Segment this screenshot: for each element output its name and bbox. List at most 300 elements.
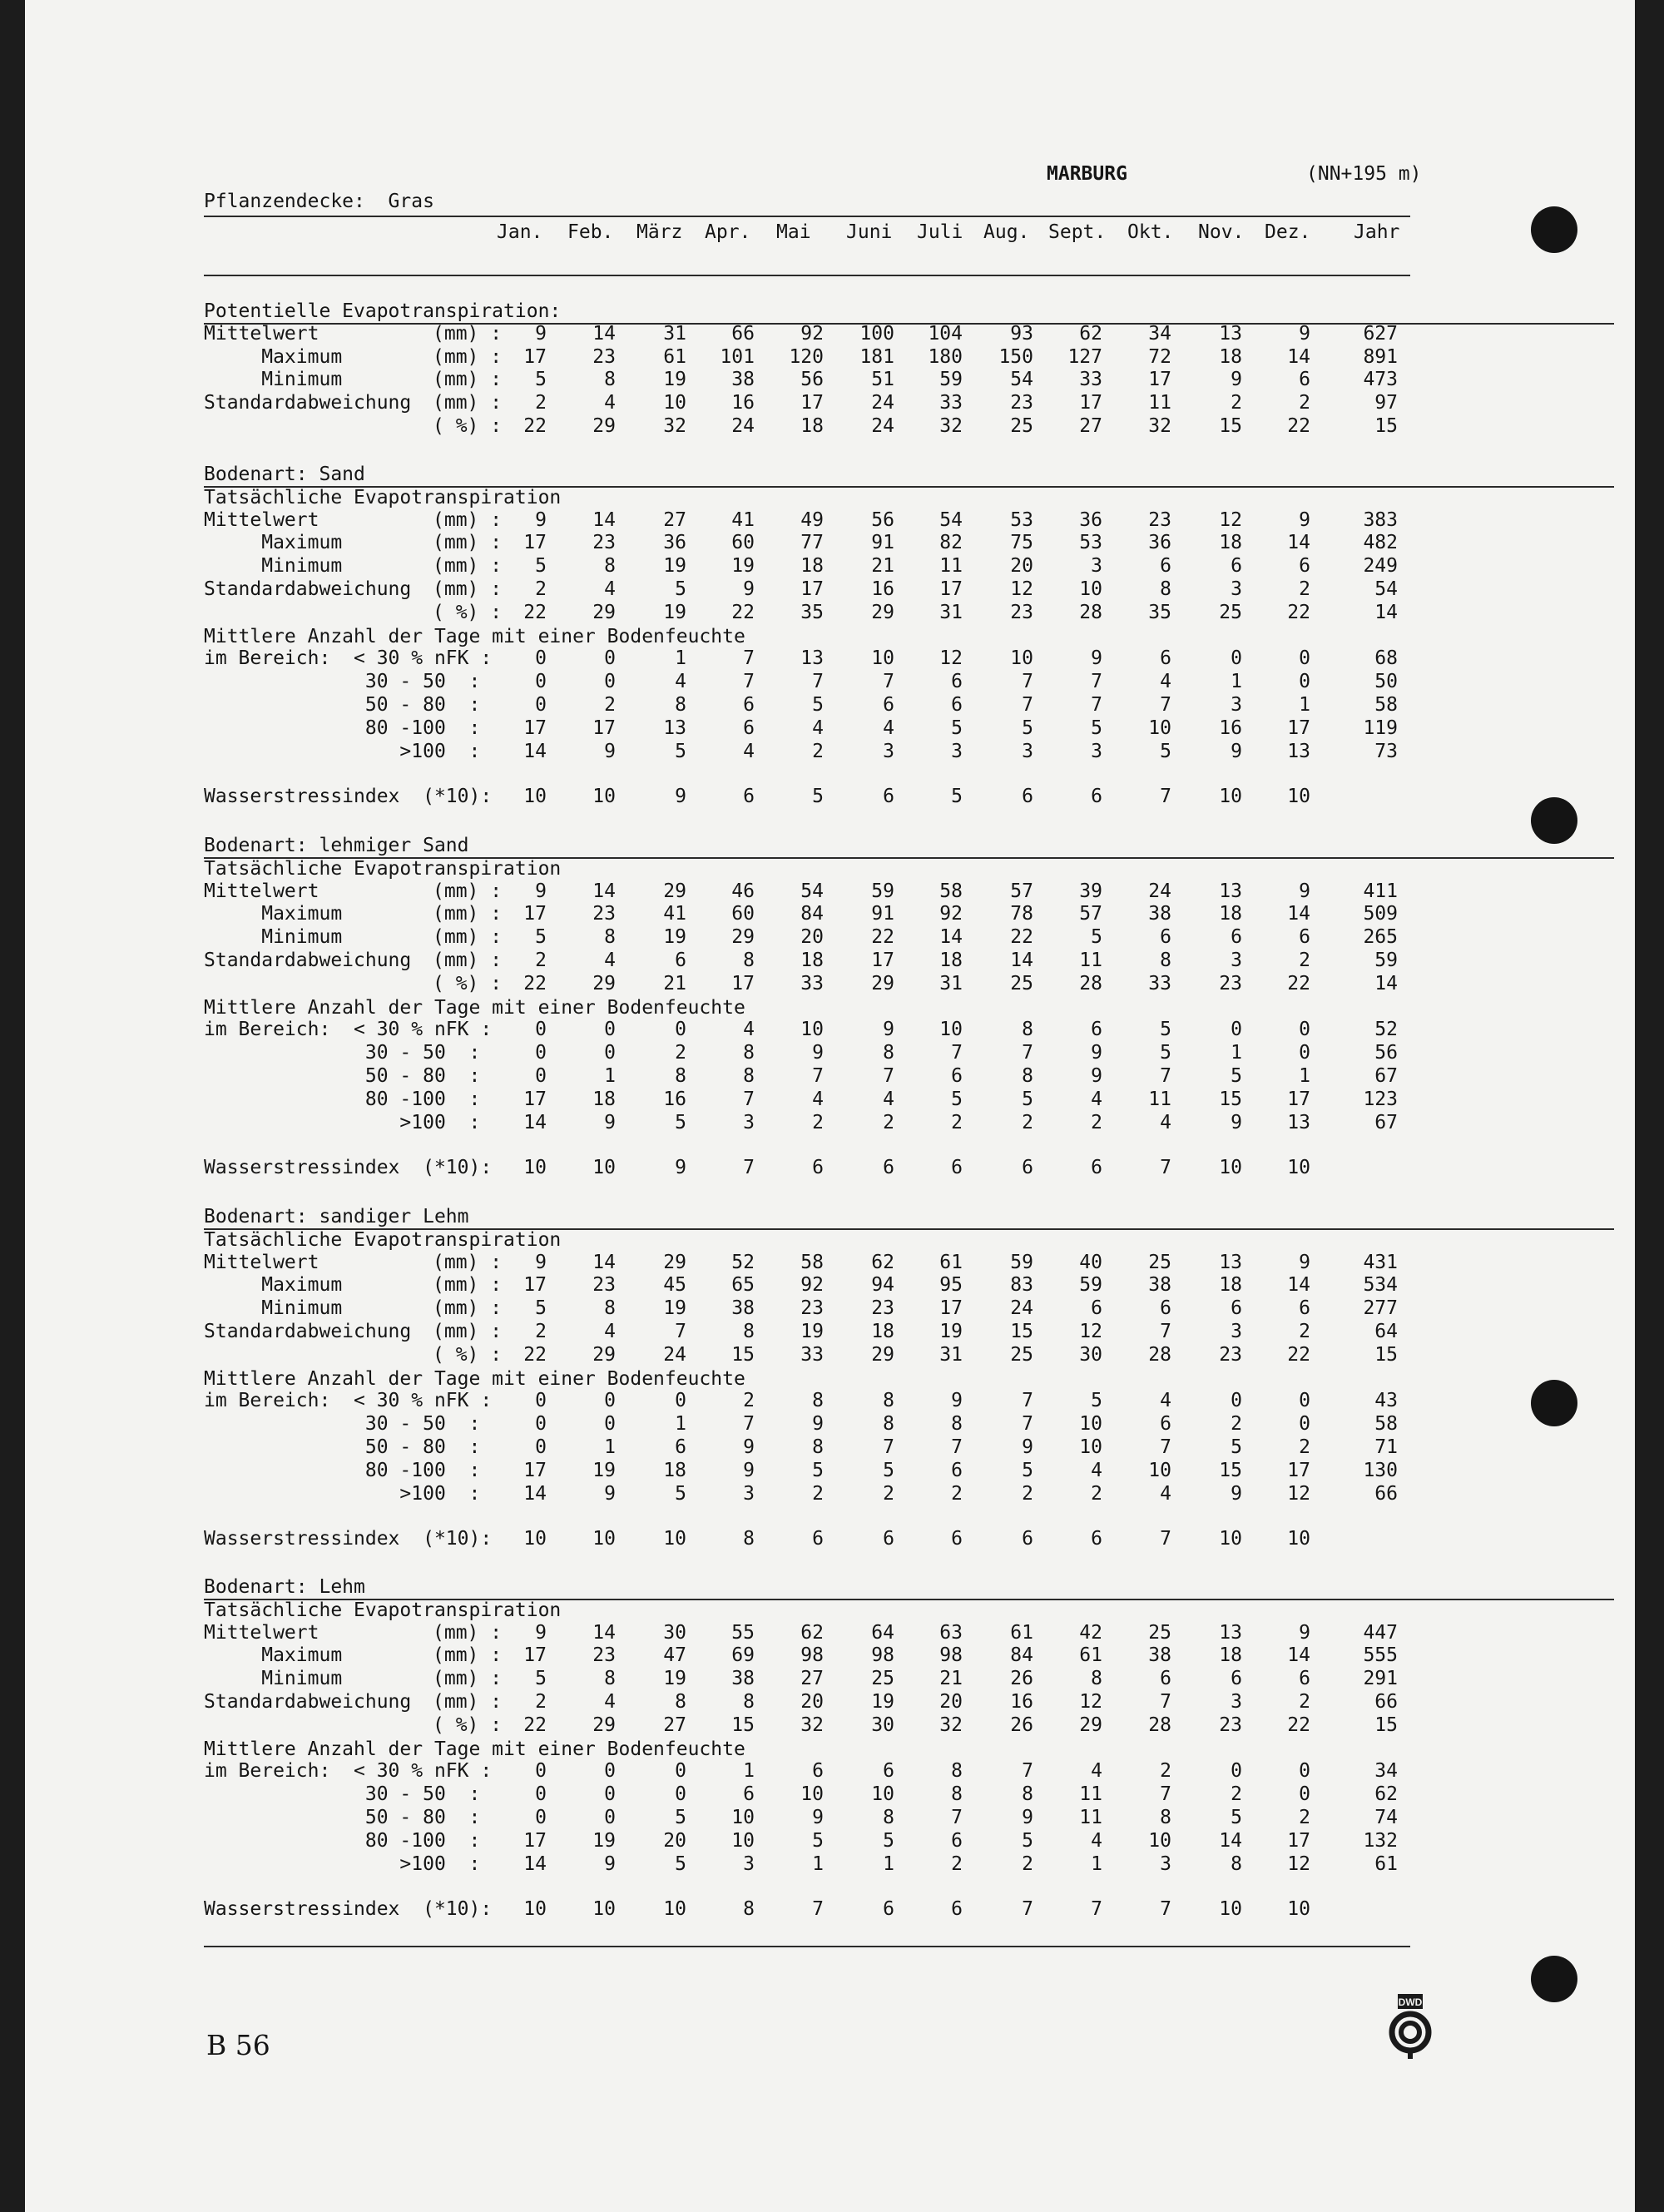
cell-value: 49 — [800, 508, 824, 531]
row-unit: ( %) : — [433, 415, 503, 437]
cell-value: 29 — [663, 880, 686, 902]
cell-value: 4 — [675, 671, 686, 693]
row-unit: ( %) : — [433, 1343, 503, 1366]
cell-value: 36 — [663, 532, 686, 554]
cell-value: 6 — [1231, 1668, 1242, 1690]
row-label: Standardabweichung — [204, 392, 412, 414]
cell-value: 17 — [800, 392, 824, 414]
cell-value: 7 — [1160, 1436, 1171, 1458]
row-unit: (mm) : — [433, 1297, 503, 1320]
table-row — [204, 1760, 1664, 1783]
cell-value: 17 — [523, 532, 547, 554]
cell-value: 7 — [743, 1156, 755, 1178]
cell-value: 38 — [1148, 1274, 1171, 1297]
cell-value: 17 — [1287, 1088, 1310, 1110]
cell-value: 2 — [1299, 1436, 1310, 1458]
cell-value: 18 — [800, 950, 824, 971]
cell-value: 6 — [1091, 785, 1102, 807]
row-label: 80 -100 : — [204, 1088, 481, 1110]
cell-value: 2 — [951, 1111, 963, 1133]
cell-value: 0 — [535, 1065, 547, 1087]
cell-value: 0 — [604, 1042, 616, 1064]
cell-value: 15 — [1219, 1459, 1242, 1481]
cell-value: 10 — [1010, 647, 1033, 670]
table-row — [204, 346, 1664, 369]
cell-value: 431 — [1363, 1251, 1398, 1273]
cell-value: 8 — [604, 1297, 616, 1320]
cell-value: 5 — [1022, 1088, 1033, 1110]
cell-value: 41 — [731, 508, 755, 531]
cell-value: 3 — [1231, 950, 1242, 971]
cell-value: 1 — [1299, 694, 1310, 716]
cell-value: 4 — [812, 1088, 824, 1110]
cell-value: 60 — [731, 903, 755, 925]
cell-value: 63 — [939, 1621, 963, 1644]
cell-value: 6 — [743, 1783, 755, 1806]
cell-value: 104 — [928, 322, 963, 345]
cell-value: 10 — [1287, 1527, 1310, 1550]
cell-value: 7 — [812, 671, 824, 693]
cell-value: 3 — [1231, 694, 1242, 716]
cell-value: 58 — [939, 880, 963, 902]
section-heading — [204, 463, 1614, 488]
cell-value: 1 — [812, 1852, 824, 1875]
cell-value: 7 — [743, 1088, 755, 1110]
table-row — [204, 973, 1664, 996]
cell-value: 5 — [1022, 717, 1033, 739]
cell-value: 39 — [1079, 880, 1102, 902]
cell-value: 13 — [1287, 1111, 1310, 1133]
cell-value: 18 — [1219, 532, 1242, 554]
cell-value: 0 — [604, 1807, 616, 1828]
cell-value: 21 — [871, 555, 894, 578]
table-row — [204, 323, 1664, 346]
cell-value: 58 — [800, 1251, 824, 1273]
cell-value: 7 — [1022, 1390, 1033, 1412]
cell-value: 25 — [1148, 1621, 1171, 1644]
cell-value: 71 — [1374, 1436, 1398, 1458]
cell-value: 9 — [743, 1459, 755, 1481]
cell-value: 31 — [939, 972, 963, 994]
row-label: Standardabweichung — [204, 1691, 412, 1713]
cell-value: 25 — [1010, 1343, 1033, 1366]
cell-value: 17 — [523, 1829, 547, 1852]
cell-value: 24 — [1148, 880, 1171, 902]
cell-value: 0 — [535, 1760, 547, 1783]
cell-value: 0 — [675, 1019, 686, 1041]
cell-value: 9 — [1231, 369, 1242, 391]
cell-value: 32 — [1148, 415, 1171, 437]
cell-value: 19 — [663, 601, 686, 623]
cell-value: 29 — [592, 415, 616, 437]
cell-value: 19 — [663, 926, 686, 949]
cell-value: 5 — [675, 578, 686, 600]
table-row — [204, 1622, 1664, 1645]
cell-value: 6 — [951, 1897, 963, 1920]
cell-value: 14 — [523, 740, 547, 762]
cell-value: 17 — [731, 972, 755, 994]
cell-value: 123 — [1363, 1088, 1398, 1110]
section-heading-text: Mittlere Anzahl der Tage mit einer Bodenfeuchte — [204, 996, 745, 1019]
cell-value: 27 — [663, 1714, 686, 1736]
cell-value: 6 — [951, 1829, 963, 1852]
cell-value: 23 — [871, 1297, 894, 1320]
cell-value: 56 — [1374, 1042, 1398, 1064]
cell-value: 22 — [1010, 926, 1033, 949]
cell-value: 14 — [523, 1852, 547, 1875]
cell-value: 43 — [1374, 1390, 1398, 1412]
cell-value: 5 — [883, 1459, 894, 1481]
table-row — [204, 786, 1664, 809]
cell-value: 9 — [1299, 880, 1310, 902]
cell-value: 24 — [871, 415, 894, 437]
cell-value: 13 — [1287, 740, 1310, 762]
cell-value: 19 — [663, 1297, 686, 1320]
cell-value: 23 — [800, 1297, 824, 1320]
cell-value: 62 — [871, 1251, 894, 1273]
cell-value: 3 — [1091, 740, 1102, 762]
cell-value: 4 — [1160, 1390, 1171, 1412]
cell-value: 7 — [675, 1321, 686, 1342]
cell-value: 14 — [1010, 950, 1033, 971]
cell-value: 1 — [604, 1436, 616, 1458]
cell-value: 1 — [1091, 1852, 1102, 1875]
cell-value: 29 — [871, 972, 894, 994]
cell-value: 18 — [663, 1459, 686, 1481]
cell-value: 9 — [604, 740, 616, 762]
cell-value: 50 — [1374, 671, 1398, 693]
section-heading — [204, 625, 1614, 648]
row-label: >100 : — [204, 740, 481, 762]
cell-value: 14 — [1374, 972, 1398, 994]
cell-value: 2 — [604, 694, 616, 716]
cell-value: 6 — [951, 1527, 963, 1550]
cell-value: 34 — [1374, 1760, 1398, 1783]
cell-value: 6 — [1091, 1297, 1102, 1320]
cell-value: 56 — [871, 508, 894, 531]
cell-value: 2 — [743, 1390, 755, 1412]
cell-value: 2 — [1231, 392, 1242, 414]
cell-value: 10 — [1148, 1829, 1171, 1852]
cell-value: 32 — [939, 415, 963, 437]
cell-value: 6 — [883, 1156, 894, 1178]
cell-value: 1 — [1231, 671, 1242, 693]
cell-value: 5 — [675, 1111, 686, 1133]
cell-value: 0 — [1299, 1413, 1310, 1436]
cell-value: 8 — [675, 694, 686, 716]
cell-value: 17 — [523, 903, 547, 925]
cell-value: 8 — [883, 1042, 894, 1064]
cell-value: 20 — [800, 1691, 824, 1713]
cell-value: 0 — [535, 1019, 547, 1041]
cell-value: 23 — [592, 1274, 616, 1297]
cell-value: 28 — [1079, 601, 1102, 623]
cell-value: 6 — [1231, 926, 1242, 949]
cell-value: 33 — [939, 392, 963, 414]
cell-value: 2 — [1299, 1807, 1310, 1828]
cell-value: 1 — [1231, 1042, 1242, 1064]
cell-value: 2 — [535, 950, 547, 971]
row-label: 50 - 80 : — [204, 1807, 481, 1828]
cell-value: 534 — [1363, 1274, 1398, 1297]
cell-value: 7 — [1160, 785, 1171, 807]
row-unit: ( %) : — [433, 972, 503, 994]
cell-value: 38 — [1148, 1644, 1171, 1667]
cell-value: 7 — [812, 1065, 824, 1087]
row-unit: (mm) : — [433, 926, 503, 949]
section-heading — [204, 300, 1614, 325]
cell-value: 62 — [800, 1621, 824, 1644]
cell-value: 7 — [1160, 1783, 1171, 1806]
cell-value: 29 — [871, 1343, 894, 1366]
cell-value: 2 — [951, 1482, 963, 1505]
cell-value: 6 — [951, 694, 963, 716]
cell-value: 6 — [812, 1760, 824, 1783]
row-label: 30 - 50 : — [204, 1042, 481, 1064]
row-unit: (mm) : — [433, 369, 503, 391]
cell-value: 249 — [1363, 555, 1398, 578]
cell-value: 30 — [1079, 1343, 1102, 1366]
cell-value: 15 — [1374, 415, 1398, 437]
table-row — [204, 1413, 1664, 1436]
cell-value: 54 — [1010, 369, 1033, 391]
cell-value: 17 — [800, 578, 824, 600]
cell-value: 22 — [731, 601, 755, 623]
row-unit: (mm) : — [433, 392, 503, 414]
cell-value: 10 — [523, 1527, 547, 1550]
cell-value: 13 — [1219, 880, 1242, 902]
cell-value: 10 — [800, 1019, 824, 1041]
cell-value: 9 — [604, 1852, 616, 1875]
month-header: Okt. — [1127, 221, 1174, 243]
cell-value: 12 — [1287, 1852, 1310, 1875]
cell-value: 54 — [939, 508, 963, 531]
cell-value: 3 — [1231, 1321, 1242, 1342]
cell-value: 25 — [1010, 972, 1033, 994]
cell-value: 2 — [1299, 578, 1310, 600]
cell-value: 24 — [1010, 1297, 1033, 1320]
cell-value: 14 — [592, 880, 616, 902]
section-heading-text: Bodenart: sandiger Lehm — [204, 1206, 469, 1228]
month-header: Jahr — [1354, 221, 1400, 243]
cell-value: 62 — [1079, 322, 1102, 345]
cell-value: 35 — [1148, 601, 1171, 623]
cell-value: 11 — [1079, 1783, 1102, 1806]
table-row — [204, 926, 1664, 950]
cell-value: 11 — [1079, 950, 1102, 971]
cell-value: 22 — [523, 415, 547, 437]
cell-value: 2 — [1299, 392, 1310, 414]
table-row — [204, 1783, 1664, 1807]
cell-value: 8 — [604, 926, 616, 949]
cell-value: 5 — [1022, 1459, 1033, 1481]
cell-value: 30 — [663, 1621, 686, 1644]
cell-value: 25 — [1010, 415, 1033, 437]
cell-value: 0 — [535, 1436, 547, 1458]
cell-value: 4 — [743, 740, 755, 762]
section-heading — [204, 1367, 1614, 1391]
cell-value: 58 — [1374, 1413, 1398, 1436]
cell-value: 8 — [883, 1413, 894, 1436]
cell-value: 10 — [1219, 1897, 1242, 1920]
cell-value: 383 — [1363, 508, 1398, 531]
section-heading — [204, 1228, 1614, 1252]
cell-value: 15 — [1219, 415, 1242, 437]
table-row — [204, 509, 1664, 533]
cell-value: 32 — [663, 415, 686, 437]
cell-value: 2 — [883, 1111, 894, 1133]
cell-value: 47 — [663, 1644, 686, 1667]
cell-value: 11 — [1148, 1088, 1171, 1110]
cell-value: 23 — [1219, 1343, 1242, 1366]
cell-value: 7 — [951, 1042, 963, 1064]
cell-value: 120 — [789, 345, 824, 368]
cell-value: 150 — [998, 345, 1033, 368]
cell-value: 31 — [939, 1343, 963, 1366]
row-label: 30 - 50 : — [204, 1413, 481, 1436]
cell-value: 4 — [883, 1088, 894, 1110]
cell-value: 2 — [1022, 1111, 1033, 1133]
cell-value: 8 — [1022, 1065, 1033, 1087]
cell-value: 17 — [592, 717, 616, 739]
cell-value: 33 — [1079, 369, 1102, 391]
cell-value: 119 — [1363, 717, 1398, 739]
cell-value: 40 — [1079, 1251, 1102, 1273]
row-label: 50 - 80 : — [204, 1436, 481, 1458]
cell-value: 14 — [1219, 1829, 1242, 1852]
cell-value: 10 — [523, 785, 547, 807]
cell-value: 23 — [1219, 1714, 1242, 1736]
cell-value: 82 — [939, 532, 963, 554]
cell-value: 55 — [731, 1621, 755, 1644]
cell-value: 13 — [663, 717, 686, 739]
cell-value: 17 — [523, 717, 547, 739]
table-row — [204, 1089, 1664, 1112]
row-label: Mittelwert — [204, 1621, 319, 1644]
cell-value: 98 — [800, 1644, 824, 1667]
row-unit: (mm) : — [433, 532, 503, 554]
cell-value: 0 — [535, 647, 547, 670]
cell-value: 0 — [1299, 1042, 1310, 1064]
cell-value: 5 — [812, 1829, 824, 1852]
cell-value: 20 — [800, 926, 824, 949]
cell-value: 5 — [812, 1459, 824, 1481]
cell-value: 64 — [1374, 1321, 1398, 1342]
cell-value: 7 — [951, 1807, 963, 1828]
cell-value: 7 — [812, 1897, 824, 1920]
cell-value: 61 — [663, 345, 686, 368]
cell-value: 17 — [523, 345, 547, 368]
cell-value: 10 — [592, 1897, 616, 1920]
cell-value: 411 — [1363, 880, 1398, 902]
cell-value: 8 — [951, 1760, 963, 1783]
row-unit: (mm) : — [433, 950, 503, 971]
row-label: Wasserstressindex (*10): — [204, 1897, 493, 1920]
cell-value: 29 — [1079, 1714, 1102, 1736]
row-label: Minimum — [204, 1668, 343, 1690]
cell-value: 59 — [871, 880, 894, 902]
cell-value: 7 — [1091, 694, 1102, 716]
cell-value: 22 — [1287, 972, 1310, 994]
cell-value: 59 — [1374, 950, 1398, 971]
cell-value: 23 — [1148, 508, 1171, 531]
row-label: 30 - 50 : — [204, 1783, 481, 1806]
table-row — [204, 1252, 1664, 1275]
cell-value: 18 — [871, 1321, 894, 1342]
cell-value: 3 — [743, 1852, 755, 1875]
cell-value: 2 — [1022, 1482, 1033, 1505]
table-row — [204, 647, 1664, 671]
cell-value: 2 — [535, 1691, 547, 1713]
cell-value: 59 — [939, 369, 963, 391]
table-row — [204, 741, 1664, 764]
cell-value: 9 — [675, 1156, 686, 1178]
row-label: Minimum — [204, 369, 343, 391]
cell-value: 15 — [1219, 1088, 1242, 1110]
cell-value: 17 — [871, 950, 894, 971]
row-label: Mittelwert — [204, 1251, 319, 1273]
cell-value: 83 — [1010, 1274, 1033, 1297]
plant-cover-label: Pflanzendecke: Gras — [204, 191, 434, 212]
cell-value: 72 — [1148, 345, 1171, 368]
cell-value: 38 — [731, 369, 755, 391]
cell-value: 2 — [812, 1482, 824, 1505]
cell-value: 91 — [871, 903, 894, 925]
row-unit: (mm) : — [433, 1251, 503, 1273]
row-label: Maximum — [204, 1274, 343, 1297]
cell-value: 6 — [675, 1436, 686, 1458]
cell-value: 6 — [1022, 1156, 1033, 1178]
cell-value: 28 — [1148, 1343, 1171, 1366]
row-unit: (mm) : — [433, 880, 503, 902]
cell-value: 9 — [1022, 1807, 1033, 1828]
cell-value: 8 — [743, 1065, 755, 1087]
cell-value: 57 — [1010, 880, 1033, 902]
cell-value: 3 — [1231, 1691, 1242, 1713]
cell-value: 0 — [535, 694, 547, 716]
cell-value: 7 — [1022, 1042, 1033, 1064]
row-unit: (mm) : — [433, 1644, 503, 1667]
row-unit: ( %) : — [433, 1714, 503, 1736]
cell-value: 2 — [1299, 950, 1310, 971]
cell-value: 2 — [1299, 1321, 1310, 1342]
cell-value: 18 — [800, 555, 824, 578]
cell-value: 23 — [1219, 972, 1242, 994]
table-row — [204, 1830, 1664, 1853]
row-label: Maximum — [204, 1644, 343, 1667]
row-unit: (mm) : — [433, 322, 503, 345]
cell-value: 3 — [1091, 555, 1102, 578]
cell-value: 9 — [1091, 1065, 1102, 1087]
cell-value: 11 — [1079, 1807, 1102, 1828]
cell-value: 5 — [951, 1088, 963, 1110]
cell-value: 4 — [1160, 1111, 1171, 1133]
cell-value: 9 — [1299, 1251, 1310, 1273]
cell-value: 32 — [939, 1714, 963, 1736]
cell-value: 19 — [939, 1321, 963, 1342]
row-unit: (mm) : — [433, 508, 503, 531]
cell-value: 2 — [1160, 1760, 1171, 1783]
row-label: 80 -100 : — [204, 1829, 481, 1852]
cell-value: 8 — [1091, 1668, 1102, 1690]
cell-value: 2 — [812, 740, 824, 762]
cell-value: 0 — [675, 1390, 686, 1412]
cell-value: 127 — [1067, 345, 1102, 368]
cell-value: 3 — [743, 1111, 755, 1133]
cell-value: 22 — [523, 972, 547, 994]
cell-value: 6 — [883, 1760, 894, 1783]
cell-value: 18 — [800, 415, 824, 437]
